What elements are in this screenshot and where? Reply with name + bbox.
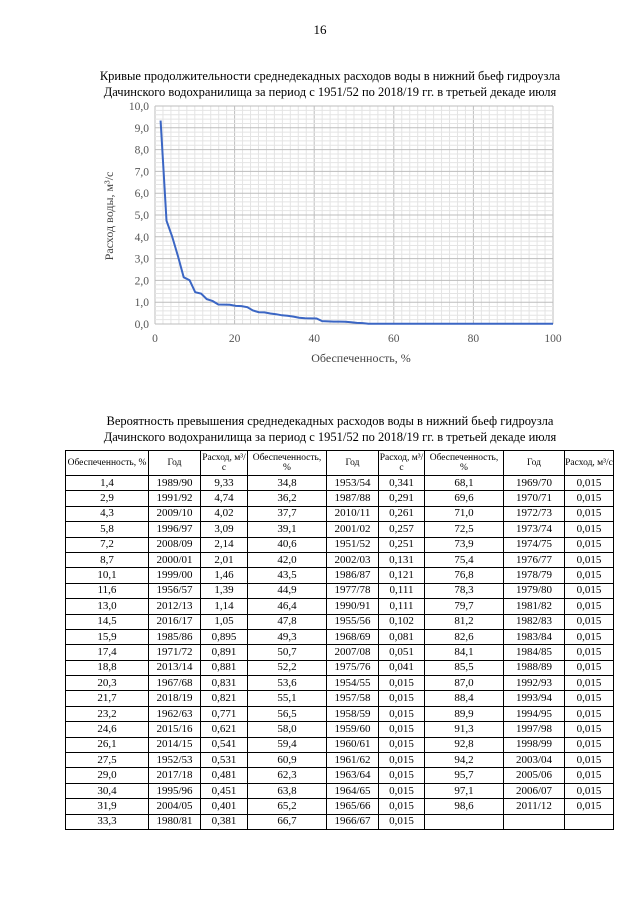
table-title-line-2: Дачинского водохранилища за период с 1951/52 по 2018/19 гг. в третьей декаде июля	[103, 430, 557, 444]
flow-cell: 0,015	[565, 537, 614, 552]
probability-cell: 71,0	[425, 506, 504, 521]
flow-cell: 0,015	[379, 676, 425, 691]
header-year: Год	[327, 451, 379, 476]
probability-cell: 87,0	[425, 676, 504, 691]
flow-cell: 0,251	[379, 537, 425, 552]
flow-cell: 0,015	[565, 614, 614, 629]
year-cell: 1965/66	[327, 799, 379, 814]
year-cell: 1974/75	[504, 537, 565, 552]
probability-cell: 98,6	[425, 799, 504, 814]
year-cell: 2015/16	[149, 722, 201, 737]
table-title	[40, 413, 620, 445]
year-cell: 1988/89	[504, 660, 565, 675]
probability-cell: 72,5	[425, 522, 504, 537]
probability-cell: 94,2	[425, 753, 504, 768]
probability-cell: 1,4	[66, 476, 149, 491]
year-cell: 1954/55	[327, 676, 379, 691]
table-row	[66, 676, 614, 691]
year-cell: 1952/53	[149, 753, 201, 768]
page-number: 16	[313, 22, 327, 37]
probability-cell: 69,6	[425, 491, 504, 506]
year-cell: 1968/69	[327, 629, 379, 644]
probability-cell: 47,8	[248, 614, 327, 629]
flow-cell: 0,531	[201, 753, 248, 768]
flow-cell: 0,881	[201, 660, 248, 675]
year-cell: 1980/81	[149, 814, 201, 829]
year-cell: 2011/12	[504, 799, 565, 814]
probability-cell: 24,6	[66, 722, 149, 737]
flow-cell: 0,015	[565, 799, 614, 814]
header-flow: Расход, м³/с	[565, 451, 614, 476]
flow-cell: 1,39	[201, 583, 248, 598]
flow-cell: 0,261	[379, 506, 425, 521]
probability-cell: 14,5	[66, 614, 149, 629]
table-row	[66, 629, 614, 644]
flow-cell: 0,895	[201, 629, 248, 644]
probability-cell: 91,3	[425, 722, 504, 737]
flow-cell: 0,401	[201, 799, 248, 814]
year-cell: 1983/84	[504, 629, 565, 644]
probability-cell: 7,2	[66, 537, 149, 552]
year-cell: 1957/58	[327, 691, 379, 706]
year-cell: 1960/61	[327, 737, 379, 752]
flow-cell: 1,46	[201, 568, 248, 583]
year-cell: 1978/79	[504, 568, 565, 583]
flow-cell: 0,102	[379, 614, 425, 629]
x-tick-label: 80	[467, 333, 480, 345]
flow-cell: 0,621	[201, 722, 248, 737]
year-cell: 1991/92	[149, 491, 201, 506]
flow-cell: 4,02	[201, 506, 248, 521]
header-flow: Расход, м³/с	[379, 451, 425, 476]
probability-cell: 17,4	[66, 645, 149, 660]
flow-cell: 0,111	[379, 599, 425, 614]
probability-cell: 95,7	[425, 768, 504, 783]
probability-cell: 82,6	[425, 629, 504, 644]
year-cell: 1979/80	[504, 583, 565, 598]
year-cell: 2013/14	[149, 660, 201, 675]
year-cell: 1976/77	[504, 552, 565, 567]
table-row	[66, 599, 614, 614]
flow-cell: 0,015	[379, 799, 425, 814]
probability-cell: 15,9	[66, 629, 149, 644]
table-row	[66, 783, 614, 798]
year-cell: 2010/11	[327, 506, 379, 521]
probability-cell: 37,7	[248, 506, 327, 521]
flow-cell: 0,257	[379, 522, 425, 537]
flow-cell: 0,015	[565, 552, 614, 567]
table-row	[66, 614, 614, 629]
year-cell: 2014/15	[149, 737, 201, 752]
probability-cell: 65,2	[248, 799, 327, 814]
year-cell: 1970/71	[504, 491, 565, 506]
flow-cell: 1,05	[201, 614, 248, 629]
year-cell: 1975/76	[327, 660, 379, 675]
year-cell: 2009/10	[149, 506, 201, 521]
flow-cell: 0,041	[379, 660, 425, 675]
chart-title-line-1: Кривые продолжительности среднедекадных расходов воды в нижний бьеф гидроузла	[99, 69, 561, 83]
probability-cell: 34,8	[248, 476, 327, 491]
y-tick-label: 1,0	[134, 297, 149, 310]
flow-cell: 0,015	[565, 783, 614, 798]
year-cell: 2007/08	[327, 645, 379, 660]
year-cell: 1999/00	[149, 568, 201, 583]
year-cell: 2004/05	[149, 799, 201, 814]
y-tick-label: 8,0	[134, 144, 149, 157]
probability-cell: 30,4	[66, 783, 149, 798]
probability-cell: 56,5	[248, 706, 327, 721]
flow-cell: 0,015	[565, 599, 614, 614]
probability-table	[65, 450, 614, 830]
x-tick-label: 20	[228, 333, 241, 345]
probability-cell: 78,3	[425, 583, 504, 598]
y-tick-label: 10,0	[128, 101, 149, 113]
header-year: Год	[149, 451, 201, 476]
flow-cell: 0,015	[565, 768, 614, 783]
probability-cell: 60,9	[248, 753, 327, 768]
year-cell: 1996/97	[149, 522, 201, 537]
probability-cell: 85,5	[425, 660, 504, 675]
table-row	[66, 645, 614, 660]
year-cell: 1971/72	[149, 645, 201, 660]
chart-title-line-2: Дачинского водохранилища за период с 1951/52 по 2018/19 гг. в третьей декаде июля	[103, 85, 557, 99]
probability-cell: 52,2	[248, 660, 327, 675]
year-cell: 1966/67	[327, 814, 379, 829]
year-cell: 1993/94	[504, 691, 565, 706]
flow-cell: 0,481	[201, 768, 248, 783]
x-tick-label: 0	[152, 333, 158, 345]
probability-cell: 97,1	[425, 783, 504, 798]
table-row	[66, 583, 614, 598]
table-row	[66, 491, 614, 506]
year-cell: 1959/60	[327, 722, 379, 737]
year-cell: 2005/06	[504, 768, 565, 783]
probability-cell: 4,3	[66, 506, 149, 521]
table-row	[66, 799, 614, 814]
flow-cell: 0,015	[565, 660, 614, 675]
flow-cell: 0,015	[379, 706, 425, 721]
year-cell: 2012/13	[149, 599, 201, 614]
flow-cell: 0,015	[379, 783, 425, 798]
flow-cell: 0,015	[565, 583, 614, 598]
table-row	[66, 691, 614, 706]
table-row	[66, 722, 614, 737]
flow-cell: 0,451	[201, 783, 248, 798]
flow-cell: 0,541	[201, 737, 248, 752]
probability-cell: 79,7	[425, 599, 504, 614]
probability-cell: 10,1	[66, 568, 149, 583]
probability-cell: 27,5	[66, 753, 149, 768]
year-cell: 1951/52	[327, 537, 379, 552]
year-cell: 1961/62	[327, 753, 379, 768]
y-axis-label: Расход воды, м³/с	[102, 171, 116, 261]
table-row	[66, 506, 614, 521]
flow-cell: 0,015	[565, 491, 614, 506]
flow-cell: 3,09	[201, 522, 248, 537]
probability-cell: 49,3	[248, 629, 327, 644]
year-cell: 2002/03	[327, 552, 379, 567]
year-cell: 1985/86	[149, 629, 201, 644]
probability-cell: 88,4	[425, 691, 504, 706]
flow-cell: 0,081	[379, 629, 425, 644]
probability-cell	[425, 814, 504, 829]
year-cell: 1964/65	[327, 783, 379, 798]
probability-cell: 11,6	[66, 583, 149, 598]
x-axis-label: Обеспеченность, %	[311, 351, 411, 365]
flow-cell: 4,74	[201, 491, 248, 506]
y-tick-label: 5,0	[134, 210, 149, 222]
flow-cell: 0,015	[565, 645, 614, 660]
year-cell: 1955/56	[327, 614, 379, 629]
x-tick-label: 100	[544, 333, 562, 345]
probability-cell: 29,0	[66, 768, 149, 783]
probability-cell: 21,7	[66, 691, 149, 706]
probability-cell: 73,9	[425, 537, 504, 552]
table-row	[66, 552, 614, 567]
flow-cell: 1,14	[201, 599, 248, 614]
probability-cell: 8,7	[66, 552, 149, 567]
year-cell	[504, 814, 565, 829]
flow-cell: 0,015	[565, 676, 614, 691]
probability-cell: 40,6	[248, 537, 327, 552]
flow-cell: 0,015	[565, 629, 614, 644]
probability-cell: 59,4	[248, 737, 327, 752]
probability-cell: 62,3	[248, 768, 327, 783]
year-cell: 1998/99	[504, 737, 565, 752]
probability-cell: 58,0	[248, 722, 327, 737]
x-tick-label: 40	[308, 333, 320, 345]
probability-cell: 68,1	[425, 476, 504, 491]
year-cell: 2008/09	[149, 537, 201, 552]
probability-cell: 75,4	[425, 552, 504, 567]
flow-cell: 0,015	[379, 753, 425, 768]
table-row	[66, 737, 614, 752]
flow-cell: 0,015	[565, 506, 614, 521]
y-tick-label: 7,0	[134, 166, 149, 179]
header-flow: Расход, м³/с	[201, 451, 248, 476]
year-cell: 2001/02	[327, 522, 379, 537]
year-cell: 1986/87	[327, 568, 379, 583]
probability-cell: 2,9	[66, 491, 149, 506]
table-row	[66, 522, 614, 537]
flow-cell: 0,015	[565, 476, 614, 491]
year-cell: 1994/95	[504, 706, 565, 721]
year-cell: 1962/63	[149, 706, 201, 721]
year-cell: 1984/85	[504, 645, 565, 660]
year-cell: 1973/74	[504, 522, 565, 537]
header-year: Год	[504, 451, 565, 476]
probability-cell: 23,2	[66, 706, 149, 721]
year-cell: 2016/17	[149, 614, 201, 629]
flow-cell: 0,051	[379, 645, 425, 660]
year-cell: 2018/19	[149, 691, 201, 706]
year-cell: 1969/70	[504, 476, 565, 491]
year-cell: 1972/73	[504, 506, 565, 521]
flow-cell: 0,341	[379, 476, 425, 491]
flow-cell: 2,01	[201, 552, 248, 567]
year-cell: 2017/18	[149, 768, 201, 783]
year-cell: 2000/01	[149, 552, 201, 567]
year-cell: 1956/57	[149, 583, 201, 598]
table-row	[66, 706, 614, 721]
flow-cell: 9,33	[201, 476, 248, 491]
y-tick-label: 6,0	[134, 188, 149, 201]
probability-cell: 66,7	[248, 814, 327, 829]
probability-cell: 39,1	[248, 522, 327, 537]
table-row	[66, 753, 614, 768]
table-row	[66, 537, 614, 552]
table-title-line-1: Вероятность превышения среднедекадных расходов воды в нижний бьеф гидроузла	[106, 414, 554, 428]
table-row	[66, 660, 614, 675]
probability-cell: 76,8	[425, 568, 504, 583]
probability-cell: 42,0	[248, 552, 327, 567]
flow-cell: 0,015	[565, 706, 614, 721]
probability-cell: 33,3	[66, 814, 149, 829]
probability-cell: 13,0	[66, 599, 149, 614]
probability-cell: 84,1	[425, 645, 504, 660]
flow-cell: 0,015	[565, 522, 614, 537]
table-row	[66, 568, 614, 583]
header-probability: Обеспеченность, %	[248, 451, 327, 476]
probability-cell: 26,1	[66, 737, 149, 752]
year-cell: 1995/96	[149, 783, 201, 798]
year-cell: 1953/54	[327, 476, 379, 491]
year-cell: 1958/59	[327, 706, 379, 721]
flow-cell: 2,14	[201, 537, 248, 552]
year-cell: 1987/88	[327, 491, 379, 506]
probability-cell: 46,4	[248, 599, 327, 614]
y-tick-label: 4,0	[134, 231, 149, 244]
flow-cell: 0,015	[379, 722, 425, 737]
flow-cell: 0,771	[201, 706, 248, 721]
flow-cell: 0,015	[379, 768, 425, 783]
flow-cell: 0,381	[201, 814, 248, 829]
flow-cell: 0,015	[565, 568, 614, 583]
header-probability: Обеспеченность, %	[425, 451, 504, 476]
year-cell: 1990/91	[327, 599, 379, 614]
probability-cell: 81,2	[425, 614, 504, 629]
x-tick-label: 60	[388, 333, 400, 345]
duration-curve-chart	[95, 98, 575, 370]
probability-cell: 31,9	[66, 799, 149, 814]
probability-cell: 53,6	[248, 676, 327, 691]
flow-cell: 0,015	[565, 737, 614, 752]
year-cell: 2003/04	[504, 753, 565, 768]
table-row	[66, 768, 614, 783]
year-cell: 1981/82	[504, 599, 565, 614]
table-row	[66, 814, 614, 829]
probability-cell: 20,3	[66, 676, 149, 691]
probability-cell: 36,2	[248, 491, 327, 506]
probability-cell: 55,1	[248, 691, 327, 706]
probability-cell: 44,9	[248, 583, 327, 598]
year-cell: 2006/07	[504, 783, 565, 798]
flow-cell: 0,831	[201, 676, 248, 691]
y-tick-label: 3,0	[134, 253, 149, 266]
probability-cell: 5,8	[66, 522, 149, 537]
flow-cell: 0,015	[379, 691, 425, 706]
chart-title	[40, 68, 620, 100]
probability-cell: 89,9	[425, 706, 504, 721]
year-cell: 1992/93	[504, 676, 565, 691]
probability-cell: 92,8	[425, 737, 504, 752]
y-tick-label: 9,0	[134, 122, 149, 135]
flow-cell: 0,015	[565, 722, 614, 737]
probability-cell: 43,5	[248, 568, 327, 583]
probability-cell: 18,8	[66, 660, 149, 675]
year-cell: 1977/78	[327, 583, 379, 598]
year-cell: 1967/68	[149, 676, 201, 691]
probability-cell: 50,7	[248, 645, 327, 660]
year-cell: 1963/64	[327, 768, 379, 783]
flow-cell: 0,131	[379, 552, 425, 567]
flow-cell: 0,015	[379, 814, 425, 829]
year-cell: 1989/90	[149, 476, 201, 491]
y-tick-label: 2,0	[134, 275, 149, 288]
header-probability: Обеспеченность, %	[66, 451, 149, 476]
flow-cell: 0,821	[201, 691, 248, 706]
flow-cell: 0,891	[201, 645, 248, 660]
year-cell: 1982/83	[504, 614, 565, 629]
flow-cell: 0,291	[379, 491, 425, 506]
flow-cell: 0,111	[379, 583, 425, 598]
flow-cell: 0,121	[379, 568, 425, 583]
flow-cell	[565, 814, 614, 829]
y-tick-label: 0,0	[134, 319, 149, 331]
year-cell: 1997/98	[504, 722, 565, 737]
table-row	[66, 476, 614, 491]
flow-cell: 0,015	[565, 691, 614, 706]
flow-cell: 0,015	[565, 753, 614, 768]
table-header-row	[66, 451, 614, 476]
probability-cell: 63,8	[248, 783, 327, 798]
flow-cell: 0,015	[379, 737, 425, 752]
